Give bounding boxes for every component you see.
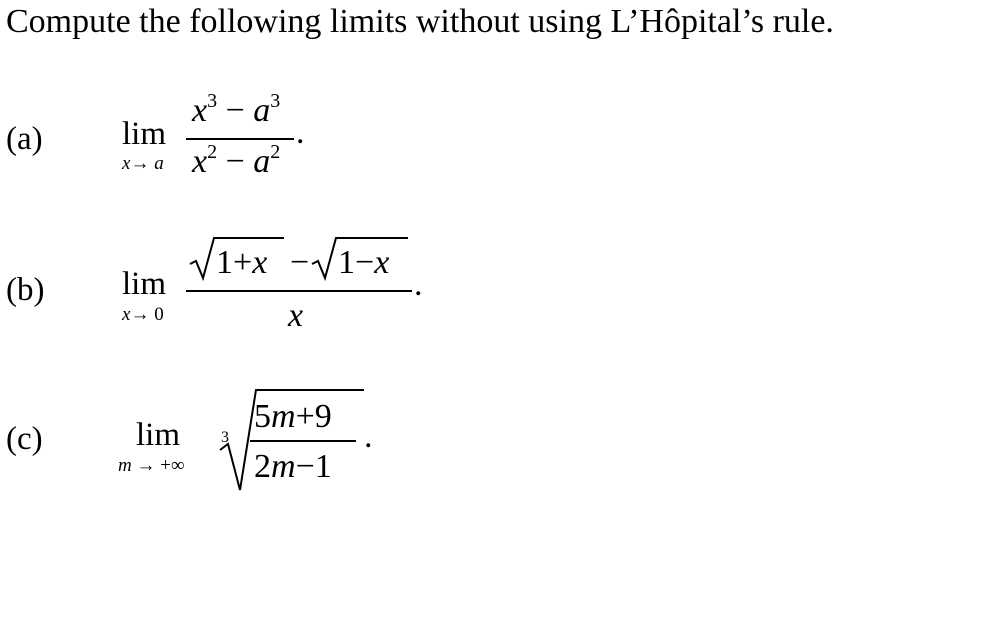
limit-operator: lim [122, 266, 167, 302]
minus-sign: − [225, 92, 245, 129]
fraction-bar [186, 138, 294, 140]
var-x: x [288, 297, 304, 334]
fraction-denominator [288, 297, 303, 335]
limit-arrow: → [136, 455, 156, 476]
instructions-title: Compute the following limits without using L’Hôpital’s rule. [6, 3, 834, 40]
limit-variable: x [122, 153, 131, 174]
problem-label: (a) [6, 121, 43, 157]
var-m: m [271, 398, 296, 435]
radicand: 1− [338, 244, 375, 281]
problem-label: (b) [6, 272, 45, 308]
minus-sign: − [225, 143, 245, 180]
root-index: 3 [221, 429, 229, 446]
var-x: x [252, 244, 268, 281]
exponent: 2 [207, 141, 218, 163]
radicand: 1+ [216, 244, 253, 281]
limit-target: +∞ [160, 455, 185, 476]
limit-operator: lim [122, 116, 167, 152]
coefficient: 2 [254, 448, 271, 485]
problem-label: (c) [6, 421, 43, 457]
sqrt-one-plus-x [216, 244, 267, 282]
limit-subscript [118, 455, 185, 477]
limit-variable: x [122, 304, 131, 325]
limit-arrow: → [130, 153, 150, 174]
constant-term: −1 [295, 448, 332, 485]
minus-sign: − [290, 244, 310, 281]
limit-operator: lim [136, 417, 181, 453]
var-a: a [253, 92, 271, 129]
limit-variable: m [118, 455, 132, 476]
limit-subscript [122, 153, 164, 175]
constant-term: +9 [295, 398, 332, 435]
period: . [364, 418, 373, 455]
exponent: 3 [207, 90, 218, 112]
fraction-numerator [254, 398, 332, 436]
exponent: 2 [270, 141, 281, 163]
limit-target: a [154, 153, 164, 174]
var-m: m [271, 448, 296, 485]
limit-arrow: → [130, 304, 150, 325]
var-a: a [253, 143, 271, 180]
fraction-bar [250, 440, 356, 442]
sqrt-one-minus-x [338, 244, 389, 282]
period: . [414, 266, 423, 303]
fraction-bar [186, 290, 412, 292]
var-x: x [192, 92, 208, 129]
limit-target: 0 [154, 304, 164, 325]
limit-subscript [122, 304, 164, 326]
coefficient: 5 [254, 398, 271, 435]
fraction-numerator [192, 92, 280, 130]
exponent: 3 [270, 90, 281, 112]
fraction-denominator [192, 143, 280, 181]
var-x: x [192, 143, 208, 180]
period: . [296, 114, 305, 151]
var-x: x [374, 244, 390, 281]
fraction-denominator [254, 448, 332, 486]
